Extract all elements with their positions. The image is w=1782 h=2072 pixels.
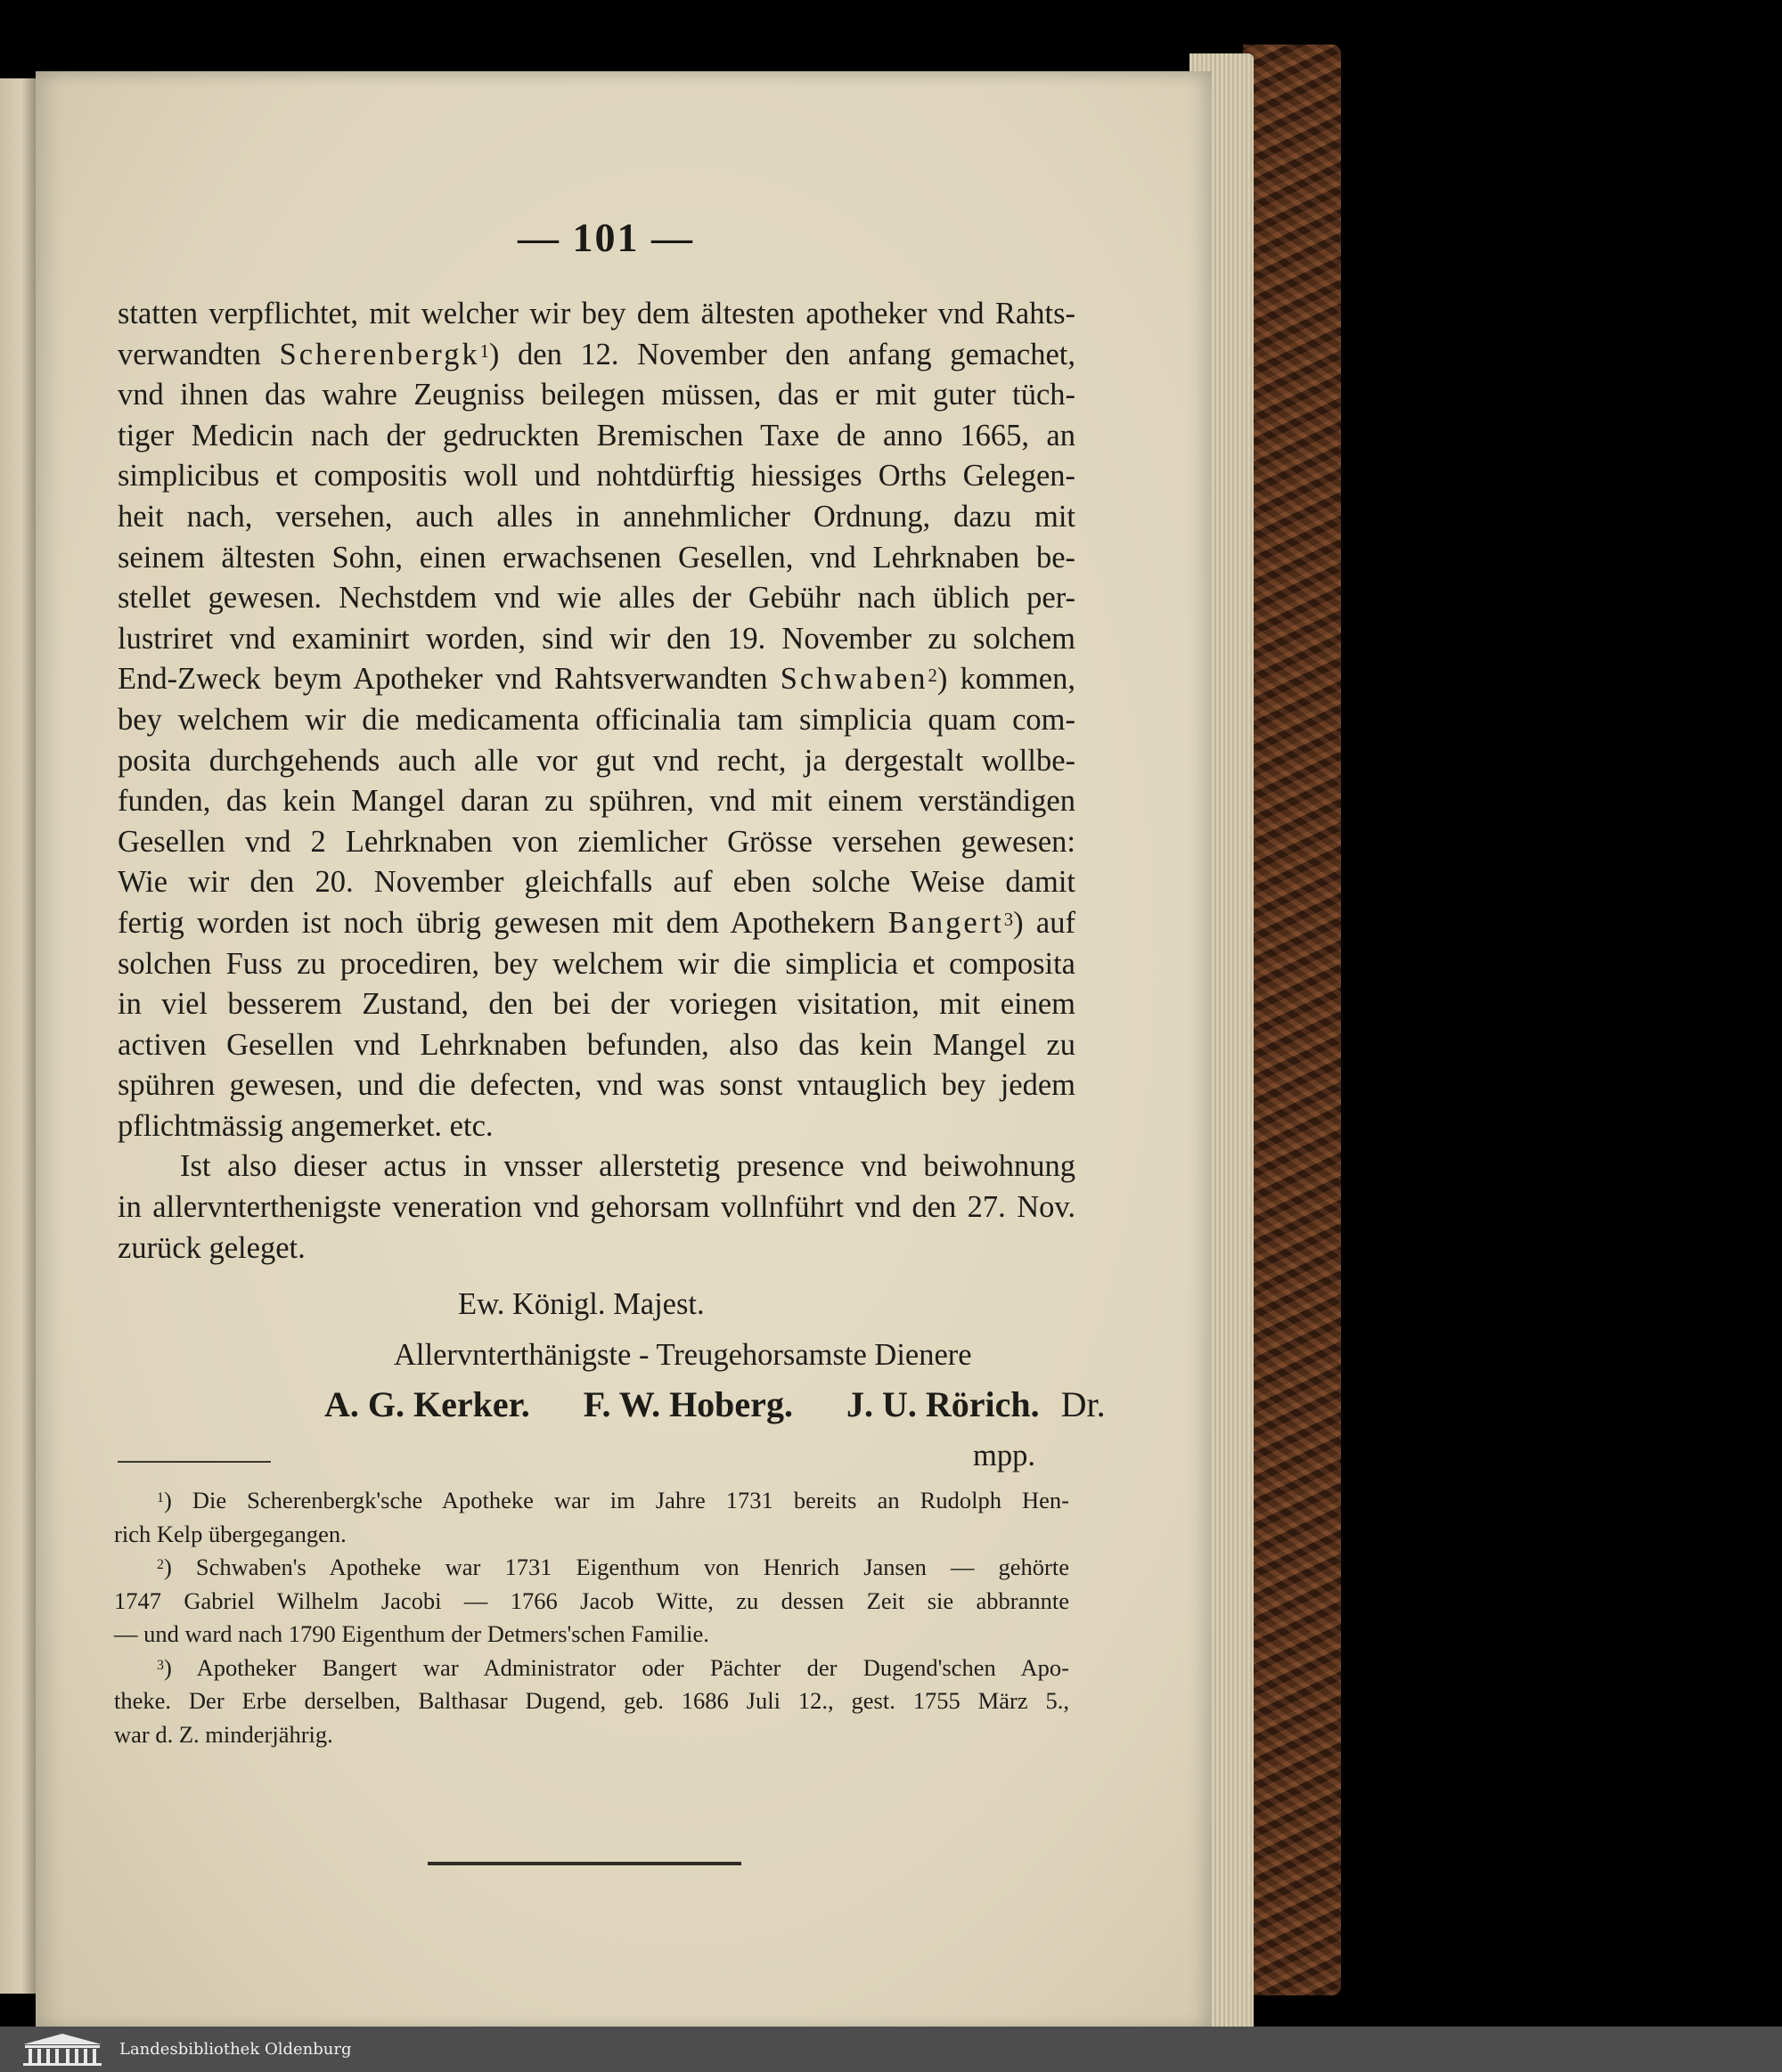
- text-line: Gesellen vnd 2 Lehrknaben von ziemlicher Grösse versehen gewesen:: [118, 824, 1075, 859]
- footnote-line: 1747 Gabriel Wilhelm Jacobi — 1766 Jacob Witte, zu dessen Zeit sie abbrannte: [114, 1587, 1069, 1614]
- book-page: [36, 71, 1212, 2027]
- footnote-marker: 1: [157, 1490, 164, 1505]
- footnote-rule: [118, 1461, 271, 1463]
- text-line: funden, das kein Mangel daran zu spühren, vnd mit einem verständigen: [118, 784, 1075, 819]
- signature-hoberg: F. W. Hoberg.: [583, 1384, 793, 1424]
- footnote-line: $^1$) Die Scherenbergk'sche Apotheke war im Jahre 1731 bereits an Rudolph Hen-: [157, 1487, 1069, 1513]
- text-line: simplicibus et compositis woll und nohtdürftig hiessiges Orths Gelegen-: [118, 459, 1075, 494]
- spaced-name: Schwaben: [780, 662, 928, 697]
- footnote-line: war d. Z. minderjährig.: [114, 1720, 333, 1748]
- body-text: [118, 294, 1075, 1268]
- text-line: Ist also dieser actus in vnsser allerstetig presence vnd beiwohnung: [180, 1149, 1075, 1184]
- text-line: heit nach, versehen, auch alles in annehmlicher Ordnung, dazu mit: [118, 499, 1075, 534]
- marbled-cover: [1243, 45, 1341, 1995]
- salutation: Ew. Königl. Majest.: [458, 1287, 705, 1321]
- text-line: stellet gewesen. Nechstdem vnd wie alles der Gebühr nach üblich per-: [118, 581, 1075, 616]
- text-line: verwandten Scherenbergk$^1$) den 12. November den anfang gemachet,: [118, 337, 1075, 371]
- text-line: solchen Fuss zu procediren, bey welchem wir die simplicia et composita: [118, 946, 1075, 981]
- text-line: End-Zweck beym Apotheker vnd Rahtsverwandten Schwaben$^2$) kommen,: [118, 662, 1075, 697]
- text-line: pflichtmässig angemerket. etc.: [118, 1108, 494, 1143]
- footnote-line: $^3$) Apotheker Bangert war Administrator oder Pächter der Dugend'schen Apo-: [157, 1653, 1069, 1681]
- library-building-icon[interactable]: [18, 2032, 107, 2068]
- signature-suffix: Dr.: [1060, 1384, 1106, 1424]
- footnote-line: rich Kelp übergegangen.: [114, 1520, 347, 1547]
- text-line: activen Gesellen vnd Lehrknaben befunden, also das kein Mangel zu: [118, 1027, 1075, 1062]
- viewer-footer: [0, 2027, 1782, 2072]
- signoff: Allervnterthänigste - Treugehorsamste Dienere: [394, 1338, 972, 1372]
- signature-roerich: J. U. Rörich.: [846, 1384, 1040, 1424]
- footnote-marker: 1: [479, 341, 489, 362]
- footnote-line: — und ward nach 1790 Eigenthum der Detmers'schen Familie.: [114, 1620, 709, 1647]
- footnote-marker: 2: [928, 666, 937, 687]
- mpp-mark: mpp.: [973, 1439, 1035, 1472]
- page-number: — 101 —: [518, 215, 694, 260]
- footnote-line: $^2$) Schwaben's Apotheke war 1731 Eigenthum von Henrich Jansen — gehörte: [157, 1554, 1069, 1580]
- footnotes: [114, 1484, 1069, 1751]
- text-line: spühren gewesen, und die defecten, vnd was sonst vntauglich bey jedem: [118, 1068, 1075, 1103]
- previous-page-edge: [0, 78, 36, 1994]
- spaced-name: Bangert: [887, 905, 1004, 940]
- text-line: in viel besserem Zustand, den bei der voriegen visitation, mit einem: [118, 987, 1075, 1022]
- text-line: zurück geleget.: [118, 1230, 306, 1265]
- text-line: vnd ihnen das wahre Zeugniss beilegen müssen, das er mit guter tüch-: [118, 378, 1075, 412]
- footnote-marker: 2: [157, 1557, 164, 1572]
- signatures: [324, 1383, 1126, 1425]
- text-line: bey welchem wir die medicamenta officinalia tam simplicia quam com-: [118, 702, 1075, 737]
- footnote-line: theke. Der Erbe derselben, Balthasar Dugend, geb. 1686 Juli 12., gest. 1755 März 5.,: [114, 1687, 1069, 1714]
- footnote-marker: 3: [157, 1657, 164, 1673]
- text-line: posita durchgehends auch alle vor gut vnd recht, ja dergestalt wollbe-: [118, 743, 1075, 778]
- spaced-name: Scherenbergk: [279, 337, 480, 371]
- text-line: fertig worden ist noch übrig gewesen mit dem Apothekern Bangert$^3$) auf: [118, 905, 1075, 940]
- signature-kerker: A. G. Kerker.: [324, 1384, 530, 1424]
- text-line: statten verpflichtet, mit welcher wir bey dem ältesten apotheker vnd Rahts-: [118, 297, 1075, 330]
- text-line: lustriret vnd examinirt worden, sind wir den 19. November zu solchem: [118, 621, 1075, 656]
- text-line: seinem ältesten Sohn, einen erwachsenen Gesellen, vnd Lehrknaben be-: [118, 540, 1075, 575]
- text-line: in allervnterthenigste veneration vnd gehorsam vollnführt vnd den 27. Nov.: [118, 1190, 1075, 1225]
- end-rule: [428, 1862, 741, 1865]
- text-line: Wie wir den 20. November gleichfalls auf eben solche Weise damit: [118, 865, 1075, 900]
- text-line: tiger Medicin nach der gedruckten Bremischen Taxe de anno 1665, an: [118, 418, 1075, 453]
- library-name[interactable]: Landesbibliothek Oldenburg: [119, 2040, 352, 2059]
- footnote-marker: 3: [1003, 910, 1014, 930]
